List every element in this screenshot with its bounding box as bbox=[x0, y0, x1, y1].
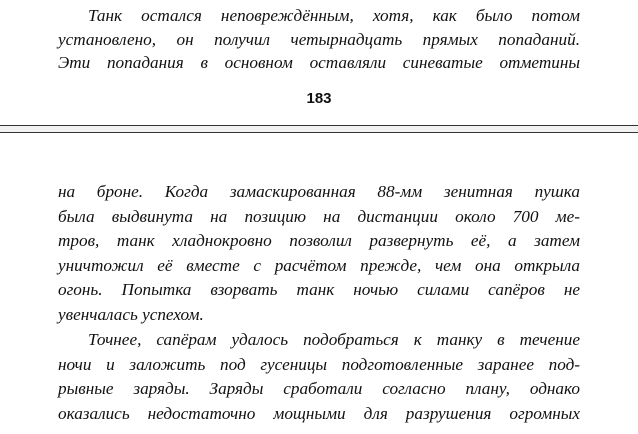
text-line: тров, танк хладнокровно позволил развернуть её, а затем bbox=[58, 231, 580, 250]
text-line: ночи и заложить под гусеницы подготовленные заранее под- bbox=[58, 354, 580, 374]
text-line: оказались недостаточно мощными для разрушения огромных bbox=[58, 403, 580, 423]
text-line: увенчалась успехом. bbox=[58, 304, 204, 324]
text-line: на броне. Когда замаскированная 88-мм зенитная пушка bbox=[58, 182, 580, 201]
text-line: Танк остался неповреждённым, хотя, как было потом bbox=[88, 6, 580, 25]
text-line: Эти попадания в основном оставляли синеватые отметины bbox=[58, 53, 580, 72]
text-line: Точнее, сапёрам удалось подобраться к танку в течение bbox=[88, 330, 580, 349]
text-line: рывные заряды. Заряды сработали согласно плану, однако bbox=[58, 379, 580, 398]
paragraph-2 bbox=[58, 328, 580, 426]
text-line: была выдвинута на позицию на дистанции около 700 ме- bbox=[58, 206, 580, 226]
text-line: огонь. Попытка взорвать танк ночью силами сапёров не bbox=[58, 280, 580, 299]
paragraph-1 bbox=[58, 180, 580, 327]
text-line: уничтожил её вместе с расчётом прежде, чем она открыла bbox=[58, 255, 580, 275]
previous-page-text bbox=[58, 4, 580, 75]
previous-page-fragment bbox=[0, 0, 638, 122]
text-line: установлено, он получил четырнадцать прямых попаданий. bbox=[58, 29, 580, 49]
page-break-divider bbox=[0, 125, 638, 133]
page-number: 183 bbox=[306, 90, 332, 107]
next-page-fragment bbox=[0, 140, 638, 434]
